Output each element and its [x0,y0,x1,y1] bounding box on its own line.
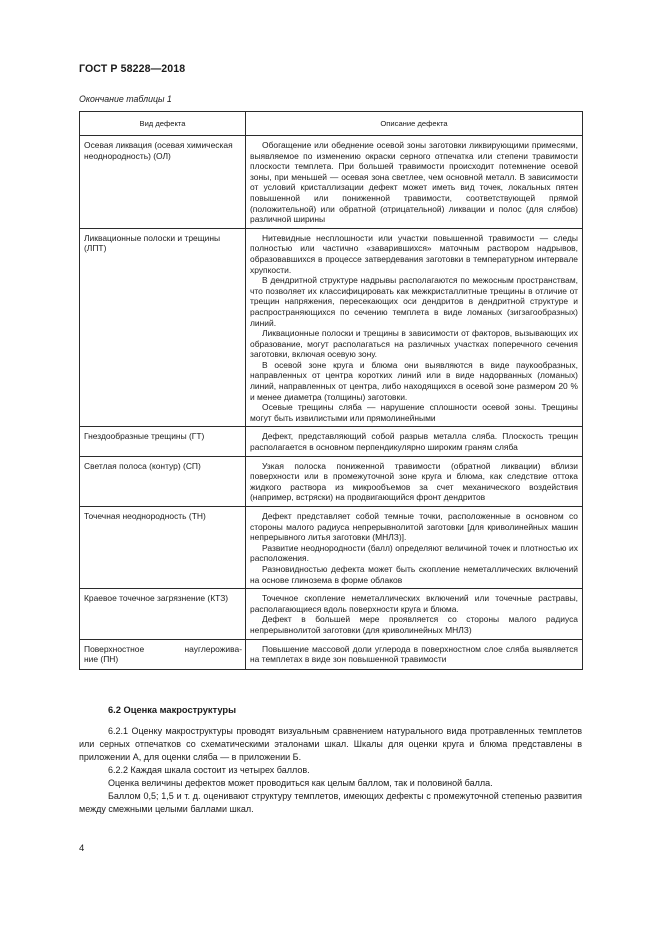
section-paragraph: Оценка величины дефектов может проводиться как целым баллом, так и половиной балла. [108,778,493,788]
description-paragraph: Обогащение или обеднение осевой зоны заготовки ликвирующими примесями, выявляемое по изменению окраски серного отпечатка или степени травимости плоскости темплета. При большей травимости происходит потемнение осевой зоны, при меньшей — осевая зона светлее, чем основной металл. В зависимости от условий кристаллизации дефект может иметь вид точек, локальных пятен повышенной или пониженной травимости, соответствующей прямой (положительной) или обратной (отрицательной) ликвации и полос (для слябов) различной ширины [250,140,578,225]
description-paragraph: Точечное скопление неметаллических включений или точечные растравы, располагающиеся вдоль поверхности круга и блюма. [250,593,578,614]
section-6-2 [79,704,582,816]
defect-description [246,136,583,229]
defect-name-line: Поверхностное науглерожива- [84,643,242,654]
table-row [80,507,583,589]
table-row [80,228,583,427]
section-paragraph: 6.2.1 Оценку макроструктуры проводят визуальным сравнением натурального вида протравленных темплетов или серных отпечатков со схематическими эталонами шкал. Шкалы для оценки круга и блюма представлены в приложении А, для оценки сляба — в приложении Б. [79,726,582,762]
column-header-defect-description: Описание дефекта [246,112,583,136]
standard-id: ГОСТ Р 58228—2018 [79,63,186,75]
description-paragraph: Разновидностью дефекта может быть скопление неметаллических включений на основе глинозема в форме облаков [250,563,578,585]
defect-name [80,639,246,669]
defect-name-line: ние (ПН) [84,654,119,665]
column-header-defect-type: Вид дефекта [80,112,246,136]
description-paragraph: Ликвационные полоски и трещины в зависимости от факторов, вызывающих их образование, могут располагаться на различных участках поперечного сечения заготовки, включая осевую зону. [250,328,578,360]
table-row [80,589,583,639]
description-paragraph: Нитевидные несплошности или участки повышенной травимости — следы полностью или частично «заварившихся» маточным раствором надрывов, образовавшихся в процессе затвердевания заготовки в температурном интервале хрупкости. [250,232,578,275]
defect-description [246,228,583,427]
table-row [80,639,583,669]
table-row [80,136,583,229]
description-paragraph: Повышение массовой доли углерода в поверхностном слое сляба выявляется на темплетах в виде зон повышенной травимости [250,643,578,665]
section-paragraph: 6.2.2 Каждая шкала состоит из четырех баллов. [108,765,310,775]
defects-table [79,111,583,670]
description-paragraph: Дефект в большей мере проявляется со стороны малого радиуса непрерывнолитой заготовки (для криволинейных МНЛЗ) [250,614,578,635]
defect-name: Светлая полоса (контур) (СП) [80,456,246,506]
page-number: 4 [79,843,85,854]
description-paragraph: Развитие неоднородности (балл) определяют величиной точек и плотностью их расположения. [250,542,578,564]
defect-description [246,589,583,639]
description-paragraph: Дефект, представляющий собой разрыв металла сляба. Плоскость трещин располагается в основном перпендикулярно широким граням сляба [250,431,578,453]
table-row [80,427,583,456]
description-paragraph: В дендритной структуре надрывы располагаются по межосным пространствам, что позволяет их классифицировать как межкристаллитные трещины в отличие от трещин напряжения, пересекающих оси дендритов в дендритной структуре и распространяющихся по сечению темплета в виде ломаных (зигзагообразных) линий. [250,275,578,328]
description-paragraph: В осевой зоне круга и блюма они выявляются в виде паукообразных, направленных от центра коротких линий или в виде надорванных (ломаных) линий, направленных от центра, либо находящихся в осевой зоне размером 20 % и менее диаметра (толщины) заготовки. [250,359,578,402]
section-heading: 6.2 Оценка макроструктуры [108,705,237,715]
description-paragraph: Узкая полоска пониженной травимости (обратной ликвации) вблизи поверхности или в промежуточной зоне круга и блюма, как следствие оттока жидкого раствора из микрообъемов за счет механического воздействия (например, встряски) на продвигающийся фронт дендритов [250,460,578,503]
defect-description [246,427,583,456]
table-header-row [80,112,583,136]
defect-description [246,639,583,669]
defect-name: Осевая ликвация (осевая химическая неоднородность) (ОЛ) [80,136,246,229]
defect-description [246,507,583,589]
table-caption: Окончание таблицы 1 [79,94,172,104]
description-paragraph: Дефект представляет собой темные точки, расположенные в основном со стороны малого радиуса непрерывнолитой заготовки [для криволинейных машин непрерывного литья заготовки (МНЛЗ)]. [250,511,578,543]
defect-name: Краевое точечное загрязнение (КТЗ) [80,589,246,639]
defect-name: Гнездообразные трещины (ГТ) [80,427,246,456]
defect-name: Ликвационные полоски и трещины (ЛПТ) [80,228,246,427]
table-row [80,456,583,506]
section-paragraph: Баллом 0,5; 1,5 и т. д. оценивают структуру темплетов, имеющих дефекты с промежуточной степенью развития между смежными целыми баллами шкал. [79,791,582,814]
defect-name: Точечная неоднородность (ТН) [80,507,246,589]
defect-description [246,456,583,506]
description-paragraph: Осевые трещины сляба — нарушение сплошности осевой зоны. Трещины могут быть извилистыми или прямолинейными [250,402,578,423]
